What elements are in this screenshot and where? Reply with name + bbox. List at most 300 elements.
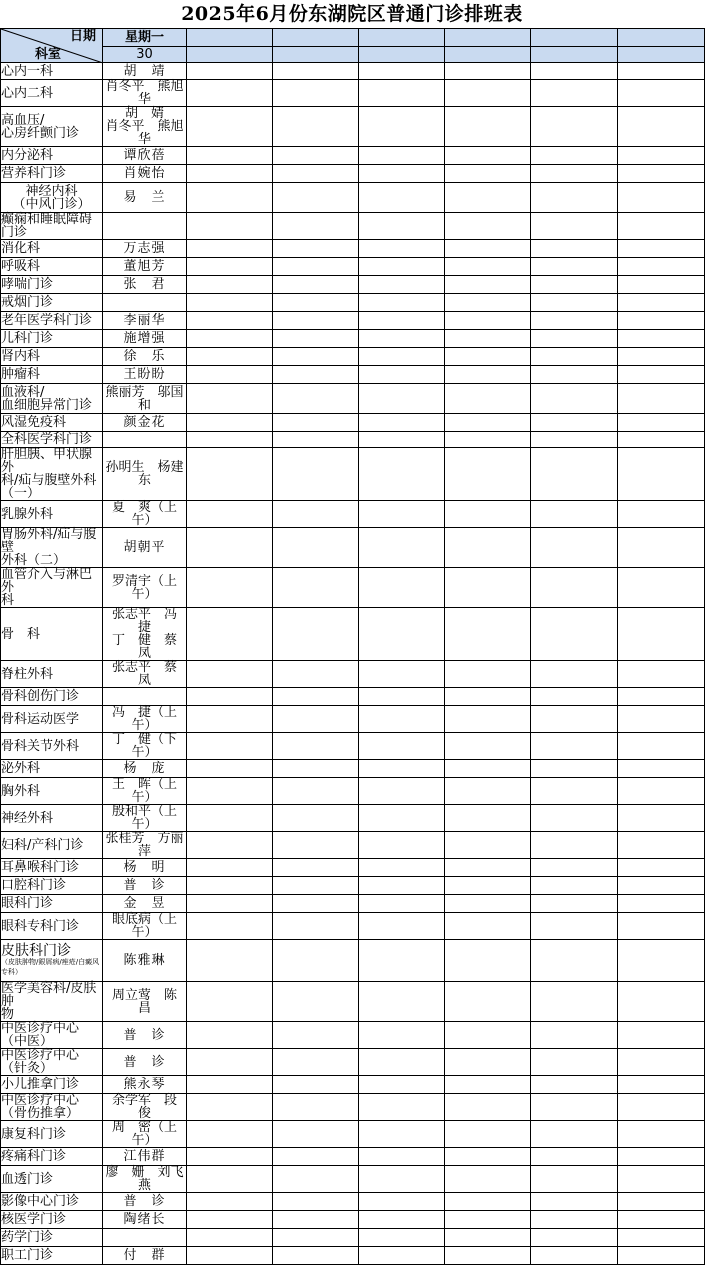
department-cell: 心内二科 xyxy=(1,80,103,107)
empty-schedule-cell xyxy=(445,107,531,147)
empty-header-cell xyxy=(531,29,618,47)
empty-schedule-cell xyxy=(273,107,359,147)
empty-schedule-cell xyxy=(618,1094,705,1121)
department-cell xyxy=(1,940,103,982)
empty-schedule-cell xyxy=(187,414,273,432)
empty-schedule-cell xyxy=(273,1121,359,1148)
empty-schedule-cell xyxy=(359,384,445,414)
empty-schedule-cell xyxy=(531,213,618,240)
empty-schedule-cell xyxy=(359,608,445,661)
empty-schedule-cell xyxy=(187,384,273,414)
empty-schedule-cell xyxy=(187,859,273,877)
empty-schedule-cell xyxy=(359,1166,445,1193)
doctor-cell: 李丽华 xyxy=(103,312,187,330)
header-row-date xyxy=(1,47,705,63)
table-row xyxy=(1,213,705,240)
department-cell: 中医诊疗中心（骨伤推拿） xyxy=(1,1094,103,1121)
empty-schedule-cell xyxy=(187,312,273,330)
table-row xyxy=(1,940,705,982)
empty-schedule-cell xyxy=(359,348,445,366)
dept-header-label: 科室 xyxy=(35,47,62,62)
doctor-cell: 周 密（上午） xyxy=(103,1121,187,1148)
department-cell: 肾内科 xyxy=(1,348,103,366)
empty-schedule-cell xyxy=(359,501,445,528)
empty-schedule-cell xyxy=(618,661,705,688)
doctor-cell xyxy=(103,688,187,706)
empty-schedule-cell xyxy=(273,1094,359,1121)
empty-schedule-cell xyxy=(359,568,445,608)
empty-schedule-cell xyxy=(445,183,531,213)
empty-schedule-cell xyxy=(618,240,705,258)
doctor-cell: 杨 明 xyxy=(103,859,187,877)
empty-schedule-cell xyxy=(187,1121,273,1148)
doctor-cell: 肖婉怡 xyxy=(103,165,187,183)
empty-schedule-cell xyxy=(445,384,531,414)
doctor-cell: 陈雅琳 xyxy=(103,940,187,982)
empty-schedule-cell xyxy=(531,147,618,165)
doctor-cell xyxy=(103,213,187,240)
doctor-cell: 万志强 xyxy=(103,240,187,258)
table-row xyxy=(1,1229,705,1247)
empty-schedule-cell xyxy=(445,213,531,240)
empty-schedule-cell xyxy=(531,294,618,312)
empty-schedule-cell xyxy=(531,1193,618,1211)
empty-schedule-cell xyxy=(187,1076,273,1094)
doctor-cell: 普 诊 xyxy=(103,1049,187,1076)
department-cell: 药学门诊 xyxy=(1,1229,103,1247)
empty-schedule-cell xyxy=(618,805,705,832)
empty-schedule-cell xyxy=(445,688,531,706)
empty-schedule-cell xyxy=(273,877,359,895)
empty-schedule-cell xyxy=(359,688,445,706)
empty-schedule-cell xyxy=(359,414,445,432)
empty-schedule-cell xyxy=(359,312,445,330)
department-cell: 神经外科 xyxy=(1,805,103,832)
table-row xyxy=(1,258,705,276)
empty-schedule-cell xyxy=(359,448,445,501)
empty-schedule-cell xyxy=(531,1121,618,1148)
empty-schedule-cell xyxy=(187,778,273,805)
empty-schedule-cell xyxy=(273,384,359,414)
doctor-cell: 熊丽芳 邬国和 xyxy=(103,384,187,414)
empty-schedule-cell xyxy=(273,859,359,877)
empty-header-cell xyxy=(359,29,445,47)
department-cell: 消化科 xyxy=(1,240,103,258)
empty-schedule-cell xyxy=(618,733,705,760)
table-row xyxy=(1,877,705,895)
empty-schedule-cell xyxy=(618,913,705,940)
empty-schedule-cell xyxy=(187,448,273,501)
empty-schedule-cell xyxy=(445,414,531,432)
empty-schedule-cell xyxy=(187,877,273,895)
empty-schedule-cell xyxy=(445,348,531,366)
empty-schedule-cell xyxy=(273,432,359,448)
empty-schedule-cell xyxy=(618,312,705,330)
empty-schedule-cell xyxy=(273,1022,359,1049)
empty-schedule-cell xyxy=(359,940,445,982)
department-cell: 神经内科 （中风门诊） xyxy=(1,183,103,213)
empty-schedule-cell xyxy=(445,528,531,568)
empty-schedule-cell xyxy=(618,165,705,183)
table-row xyxy=(1,1121,705,1148)
table-row xyxy=(1,63,705,80)
department-cell: 癫痫和睡眠障碍门诊 xyxy=(1,213,103,240)
department-cell: 血液科/ 血细胞异常门诊 xyxy=(1,384,103,414)
empty-schedule-cell xyxy=(445,778,531,805)
empty-schedule-cell xyxy=(445,330,531,348)
empty-schedule-cell xyxy=(187,568,273,608)
empty-schedule-cell xyxy=(531,312,618,330)
empty-schedule-cell xyxy=(359,330,445,348)
department-cell: 肝胆胰、甲状腺外 科/疝与腹壁外科 （一） xyxy=(1,448,103,501)
empty-schedule-cell xyxy=(531,859,618,877)
empty-schedule-cell xyxy=(273,330,359,348)
empty-schedule-cell xyxy=(273,276,359,294)
empty-schedule-cell xyxy=(187,165,273,183)
empty-schedule-cell xyxy=(445,608,531,661)
empty-schedule-cell xyxy=(359,913,445,940)
empty-schedule-cell xyxy=(359,1022,445,1049)
diagonal-header-cell xyxy=(1,29,103,63)
empty-schedule-cell xyxy=(618,688,705,706)
empty-schedule-cell xyxy=(531,501,618,528)
empty-schedule-cell xyxy=(531,330,618,348)
empty-schedule-cell xyxy=(187,1022,273,1049)
empty-schedule-cell xyxy=(531,432,618,448)
empty-schedule-cell xyxy=(273,608,359,661)
empty-schedule-cell xyxy=(618,213,705,240)
empty-schedule-cell xyxy=(187,330,273,348)
empty-schedule-cell xyxy=(359,294,445,312)
department-cell: 肿瘤科 xyxy=(1,366,103,384)
empty-schedule-cell xyxy=(359,183,445,213)
empty-schedule-cell xyxy=(531,895,618,913)
department-cell: 心内一科 xyxy=(1,63,103,80)
empty-schedule-cell xyxy=(445,1247,531,1265)
empty-schedule-cell xyxy=(187,258,273,276)
doctor-cell: 张 君 xyxy=(103,276,187,294)
table-row xyxy=(1,183,705,213)
empty-schedule-cell xyxy=(359,1076,445,1094)
empty-schedule-cell xyxy=(445,706,531,733)
empty-schedule-cell xyxy=(531,982,618,1022)
empty-schedule-cell xyxy=(531,568,618,608)
empty-schedule-cell xyxy=(445,366,531,384)
empty-header-cell xyxy=(445,47,531,63)
empty-schedule-cell xyxy=(445,240,531,258)
empty-schedule-cell xyxy=(359,832,445,859)
empty-schedule-cell xyxy=(359,80,445,107)
department-cell: 核医学门诊 xyxy=(1,1211,103,1229)
doctor-cell: 熊永琴 xyxy=(103,1076,187,1094)
table-row xyxy=(1,312,705,330)
empty-schedule-cell xyxy=(618,859,705,877)
empty-schedule-cell xyxy=(273,733,359,760)
empty-schedule-cell xyxy=(359,432,445,448)
empty-schedule-cell xyxy=(359,1247,445,1265)
empty-schedule-cell xyxy=(273,294,359,312)
empty-schedule-cell xyxy=(531,1247,618,1265)
empty-schedule-cell xyxy=(445,1094,531,1121)
empty-schedule-cell xyxy=(531,661,618,688)
empty-schedule-cell xyxy=(187,80,273,107)
empty-schedule-cell xyxy=(273,213,359,240)
empty-header-cell xyxy=(618,29,705,47)
empty-schedule-cell xyxy=(445,165,531,183)
empty-schedule-cell xyxy=(359,895,445,913)
empty-schedule-cell xyxy=(273,940,359,982)
empty-schedule-cell xyxy=(618,183,705,213)
department-cell: 医学美容科/皮肤肿 物 xyxy=(1,982,103,1022)
doctor-cell: 付 群 xyxy=(103,1247,187,1265)
empty-schedule-cell xyxy=(187,432,273,448)
empty-schedule-cell xyxy=(273,1049,359,1076)
empty-schedule-cell xyxy=(618,760,705,778)
empty-schedule-cell xyxy=(445,1148,531,1166)
empty-schedule-cell xyxy=(445,1229,531,1247)
empty-schedule-cell xyxy=(618,895,705,913)
empty-header-cell xyxy=(187,29,273,47)
empty-header-cell xyxy=(445,29,531,47)
empty-schedule-cell xyxy=(273,661,359,688)
empty-schedule-cell xyxy=(187,213,273,240)
empty-schedule-cell xyxy=(273,778,359,805)
table-row xyxy=(1,895,705,913)
table-row xyxy=(1,982,705,1022)
department-cell: 胸外科 xyxy=(1,778,103,805)
empty-schedule-cell xyxy=(618,448,705,501)
empty-schedule-cell xyxy=(187,940,273,982)
table-row xyxy=(1,1193,705,1211)
empty-schedule-cell xyxy=(531,276,618,294)
empty-schedule-cell xyxy=(445,312,531,330)
empty-schedule-cell xyxy=(445,760,531,778)
empty-schedule-cell xyxy=(531,832,618,859)
empty-schedule-cell xyxy=(618,940,705,982)
empty-schedule-cell xyxy=(273,165,359,183)
empty-schedule-cell xyxy=(359,982,445,1022)
empty-schedule-cell xyxy=(445,1049,531,1076)
empty-schedule-cell xyxy=(618,366,705,384)
empty-schedule-cell xyxy=(359,528,445,568)
empty-schedule-cell xyxy=(618,778,705,805)
doctor-cell: 颜金花 xyxy=(103,414,187,432)
empty-schedule-cell xyxy=(359,706,445,733)
doctor-cell: 周立莺 陈 昌 xyxy=(103,982,187,1022)
empty-schedule-cell xyxy=(273,63,359,80)
empty-schedule-cell xyxy=(359,1121,445,1148)
doctor-cell: 廖 姗 刘飞燕 xyxy=(103,1166,187,1193)
doctor-cell: 董旭芳 xyxy=(103,258,187,276)
doctor-cell xyxy=(103,294,187,312)
table-row xyxy=(1,165,705,183)
empty-schedule-cell xyxy=(187,805,273,832)
empty-schedule-cell xyxy=(359,1211,445,1229)
empty-schedule-cell xyxy=(531,1211,618,1229)
empty-schedule-cell xyxy=(359,165,445,183)
empty-schedule-cell xyxy=(187,528,273,568)
empty-header-cell xyxy=(359,47,445,63)
empty-schedule-cell xyxy=(187,1211,273,1229)
empty-schedule-cell xyxy=(273,348,359,366)
table-row xyxy=(1,366,705,384)
department-cell: 影像中心门诊 xyxy=(1,1193,103,1211)
empty-schedule-cell xyxy=(531,448,618,501)
doctor-cell: 谭欣蓓 xyxy=(103,147,187,165)
empty-schedule-cell xyxy=(187,183,273,213)
table-row xyxy=(1,448,705,501)
empty-schedule-cell xyxy=(187,1193,273,1211)
doctor-cell: 殷和平（上午） xyxy=(103,805,187,832)
empty-schedule-cell xyxy=(531,608,618,661)
empty-schedule-cell xyxy=(273,913,359,940)
empty-schedule-cell xyxy=(359,661,445,688)
doctor-cell: 孙明生 杨建东 xyxy=(103,448,187,501)
empty-schedule-cell xyxy=(618,432,705,448)
doctor-cell: 张志平 冯 捷 丁 健 蔡 凤 xyxy=(103,608,187,661)
empty-header-cell xyxy=(531,47,618,63)
empty-schedule-cell xyxy=(273,147,359,165)
table-row xyxy=(1,348,705,366)
department-cell: 风湿免疫科 xyxy=(1,414,103,432)
department-cell: 妇科/产科门诊 xyxy=(1,832,103,859)
empty-schedule-cell xyxy=(445,913,531,940)
department-label: 皮肤科门诊 xyxy=(1,942,71,959)
doctor-cell: 普 诊 xyxy=(103,1193,187,1211)
empty-schedule-cell xyxy=(618,608,705,661)
empty-schedule-cell xyxy=(445,294,531,312)
empty-schedule-cell xyxy=(531,1076,618,1094)
empty-schedule-cell xyxy=(445,832,531,859)
table-row xyxy=(1,276,705,294)
empty-schedule-cell xyxy=(445,147,531,165)
empty-schedule-cell xyxy=(618,384,705,414)
doctor-cell: 余学军 段 俊 xyxy=(103,1094,187,1121)
empty-schedule-cell xyxy=(187,1247,273,1265)
doctor-cell: 徐 乐 xyxy=(103,348,187,366)
empty-schedule-cell xyxy=(618,706,705,733)
table-row xyxy=(1,107,705,147)
department-cell: 中医诊疗中心（中医） xyxy=(1,1022,103,1049)
empty-schedule-cell xyxy=(531,414,618,432)
table-row xyxy=(1,1211,705,1229)
empty-schedule-cell xyxy=(273,501,359,528)
empty-schedule-cell xyxy=(445,982,531,1022)
department-cell: 血管介入与淋巴外 科 xyxy=(1,568,103,608)
empty-schedule-cell xyxy=(531,240,618,258)
empty-schedule-cell xyxy=(187,294,273,312)
doctor-cell: 普 诊 xyxy=(103,1022,187,1049)
empty-schedule-cell xyxy=(531,107,618,147)
doctor-cell: 陶绪长 xyxy=(103,1211,187,1229)
empty-schedule-cell xyxy=(187,1094,273,1121)
table-row xyxy=(1,568,705,608)
schedule-table xyxy=(0,28,704,1265)
empty-schedule-cell xyxy=(187,1049,273,1076)
table-row xyxy=(1,706,705,733)
date-header-cell: 30 xyxy=(103,47,187,63)
empty-schedule-cell xyxy=(187,63,273,80)
empty-schedule-cell xyxy=(273,80,359,107)
table-row xyxy=(1,859,705,877)
empty-schedule-cell xyxy=(445,568,531,608)
empty-schedule-cell xyxy=(618,63,705,80)
empty-schedule-cell xyxy=(618,107,705,147)
empty-schedule-cell xyxy=(531,706,618,733)
department-cell: 眼科专科门诊 xyxy=(1,913,103,940)
empty-schedule-cell xyxy=(531,760,618,778)
empty-schedule-cell xyxy=(273,1148,359,1166)
empty-schedule-cell xyxy=(531,366,618,384)
empty-schedule-cell xyxy=(445,1076,531,1094)
empty-schedule-cell xyxy=(618,501,705,528)
department-cell: 儿科门诊 xyxy=(1,330,103,348)
empty-schedule-cell xyxy=(531,183,618,213)
empty-schedule-cell xyxy=(531,688,618,706)
empty-schedule-cell xyxy=(531,63,618,80)
empty-schedule-cell xyxy=(531,348,618,366)
empty-schedule-cell xyxy=(273,1211,359,1229)
empty-schedule-cell xyxy=(531,1022,618,1049)
table-row xyxy=(1,733,705,760)
empty-header-cell xyxy=(187,47,273,63)
empty-schedule-cell xyxy=(187,661,273,688)
empty-schedule-cell xyxy=(445,1022,531,1049)
empty-schedule-cell xyxy=(359,107,445,147)
department-cell: 戒烟门诊 xyxy=(1,294,103,312)
department-cell: 胃肠外科/疝与腹壁 外科（二） xyxy=(1,528,103,568)
empty-schedule-cell xyxy=(187,706,273,733)
doctor-cell: 张志平 蔡 凤 xyxy=(103,661,187,688)
empty-schedule-cell xyxy=(359,1229,445,1247)
empty-schedule-cell xyxy=(445,1211,531,1229)
empty-schedule-cell xyxy=(187,895,273,913)
empty-schedule-cell xyxy=(445,877,531,895)
doctor-cell xyxy=(103,1229,187,1247)
table-row xyxy=(1,760,705,778)
empty-schedule-cell xyxy=(187,107,273,147)
department-cell: 高血压/ 心房纤颤门诊 xyxy=(1,107,103,147)
empty-schedule-cell xyxy=(359,63,445,80)
empty-schedule-cell xyxy=(273,366,359,384)
empty-schedule-cell xyxy=(445,80,531,107)
empty-schedule-cell xyxy=(187,688,273,706)
empty-schedule-cell xyxy=(531,778,618,805)
doctor-cell: 胡朝平 xyxy=(103,528,187,568)
empty-schedule-cell xyxy=(531,1166,618,1193)
empty-schedule-cell xyxy=(187,733,273,760)
doctor-cell: 杨 庞 xyxy=(103,760,187,778)
table-row xyxy=(1,240,705,258)
table-row xyxy=(1,384,705,414)
empty-schedule-cell xyxy=(273,832,359,859)
table-row xyxy=(1,1148,705,1166)
empty-schedule-cell xyxy=(187,760,273,778)
empty-schedule-cell xyxy=(445,859,531,877)
empty-schedule-cell xyxy=(531,805,618,832)
department-cell: 小儿推拿门诊 xyxy=(1,1076,103,1094)
empty-schedule-cell xyxy=(273,805,359,832)
empty-schedule-cell xyxy=(359,877,445,895)
empty-schedule-cell xyxy=(445,940,531,982)
empty-schedule-cell xyxy=(359,1193,445,1211)
empty-schedule-cell xyxy=(531,384,618,414)
empty-schedule-cell xyxy=(359,778,445,805)
empty-schedule-cell xyxy=(531,940,618,982)
empty-header-cell xyxy=(618,47,705,63)
department-cell: 骨 科 xyxy=(1,608,103,661)
empty-schedule-cell xyxy=(359,366,445,384)
